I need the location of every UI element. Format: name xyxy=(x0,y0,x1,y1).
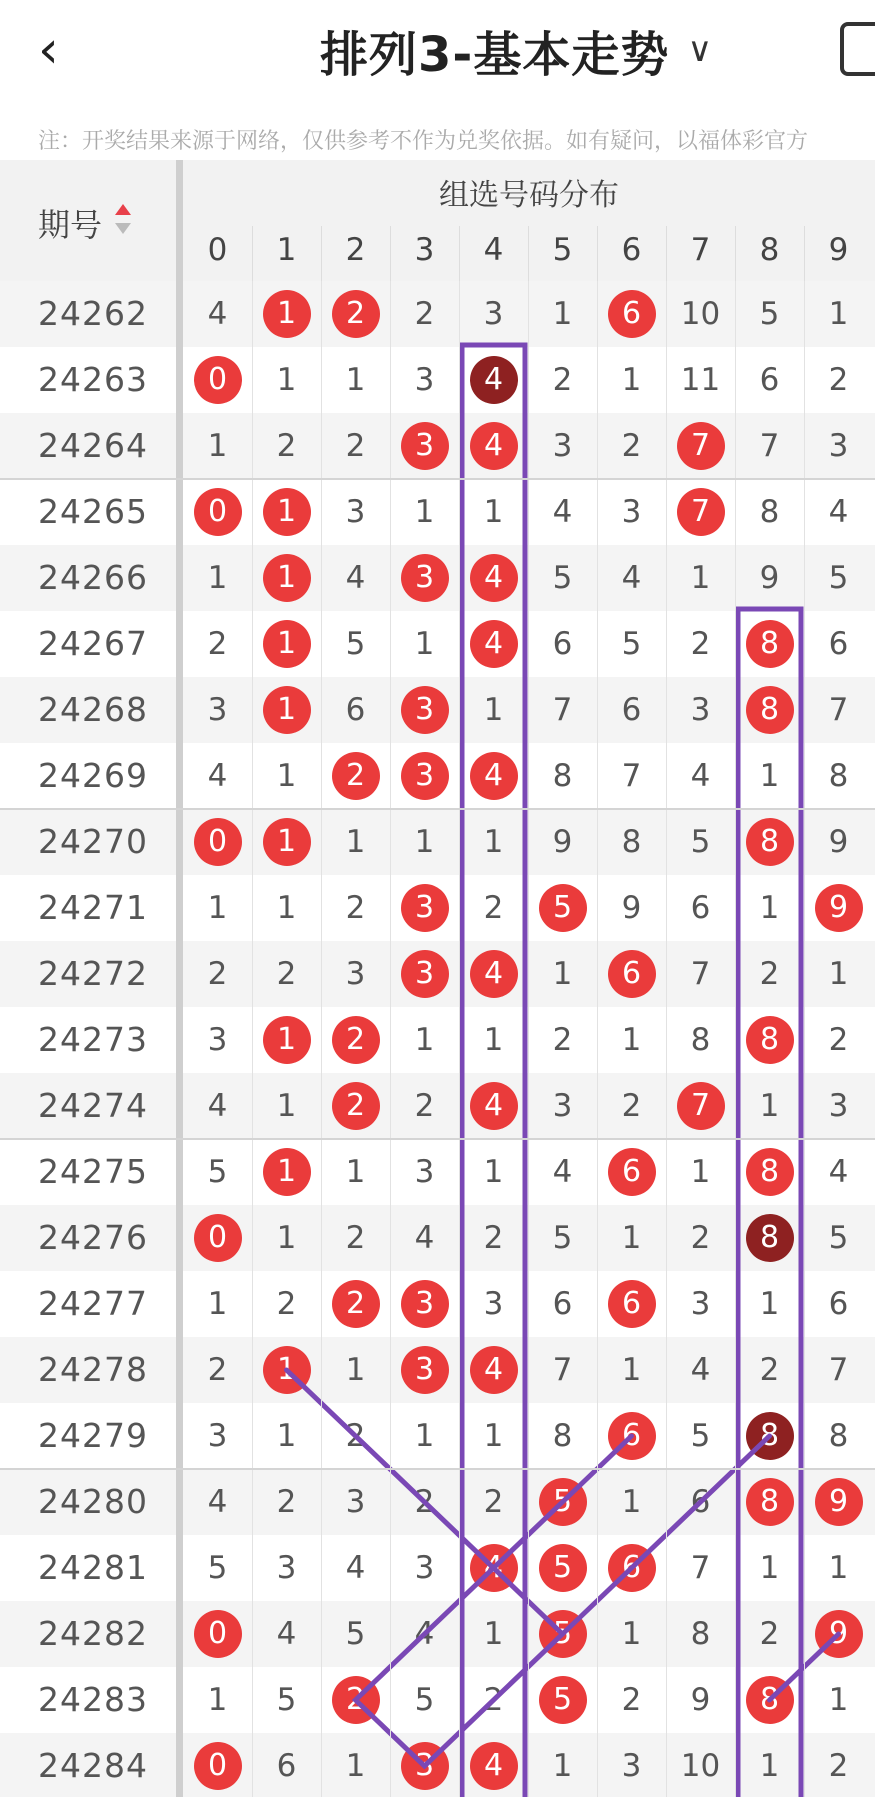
omission-count: 1 xyxy=(759,890,780,926)
omission-count: 1 xyxy=(414,494,435,530)
omission-count: 1 xyxy=(759,1550,780,1586)
hit-ball-0: 0 xyxy=(194,1214,242,1262)
omission-count: 1 xyxy=(414,1022,435,1058)
top-bar xyxy=(0,0,875,100)
omission-count: 1 xyxy=(207,890,228,926)
hit-ball-8: 8 xyxy=(746,818,794,866)
issue-header-label: 期号 xyxy=(38,206,103,244)
omission-count: 2 xyxy=(828,362,849,398)
omission-count: 5 xyxy=(690,1418,711,1454)
omission-count: 2 xyxy=(483,1220,504,1256)
hit-ball-6: 6 xyxy=(608,1280,656,1328)
omission-count: 4 xyxy=(690,1352,711,1388)
omission-count: 2 xyxy=(345,1220,366,1256)
omission-count: 1 xyxy=(552,296,573,332)
hit-ball-5: 5 xyxy=(539,1478,587,1526)
omission-count: 6 xyxy=(690,1484,711,1520)
highlight-column-4 xyxy=(462,345,525,1797)
hit-ball-7: 7 xyxy=(677,422,725,470)
omission-count: 1 xyxy=(207,560,228,596)
omission-count: 2 xyxy=(345,1418,366,1454)
omission-count: 3 xyxy=(345,494,366,530)
hit-ball-8: 8 xyxy=(746,1412,794,1460)
hit-ball-1: 1 xyxy=(263,1016,311,1064)
omission-count: 2 xyxy=(552,362,573,398)
omission-count: 3 xyxy=(414,1550,435,1586)
omission-count: 1 xyxy=(345,1748,366,1784)
omission-count: 1 xyxy=(621,1616,642,1652)
omission-count: 1 xyxy=(207,1286,228,1322)
omission-count: 4 xyxy=(414,1220,435,1256)
omission-count: 4 xyxy=(828,1154,849,1190)
grid-line xyxy=(252,281,253,1797)
omission-count: 2 xyxy=(345,890,366,926)
omission-count: 3 xyxy=(483,296,504,332)
omission-count: 1 xyxy=(207,1682,228,1718)
hit-ball-2: 2 xyxy=(332,1016,380,1064)
hit-ball-4: 4 xyxy=(470,1082,518,1130)
hit-ball-2: 2 xyxy=(332,1082,380,1130)
hit-ball-3: 3 xyxy=(401,752,449,800)
omission-count: 4 xyxy=(552,1154,573,1190)
omission-count: 8 xyxy=(552,758,573,794)
omission-count: 6 xyxy=(345,692,366,728)
omission-count: 4 xyxy=(621,560,642,596)
omission-count: 2 xyxy=(552,1022,573,1058)
hit-ball-3: 3 xyxy=(401,686,449,734)
issue-number: 24268 xyxy=(38,690,148,729)
omission-count: 3 xyxy=(345,956,366,992)
omission-count: 5 xyxy=(690,824,711,860)
omission-count: 2 xyxy=(345,428,366,464)
grid-line xyxy=(597,281,598,1797)
back-button[interactable] xyxy=(38,20,88,80)
hit-ball-0: 0 xyxy=(194,488,242,536)
omission-count: 1 xyxy=(276,362,297,398)
omission-count: 1 xyxy=(552,956,573,992)
omission-count: 4 xyxy=(207,1088,228,1124)
hit-ball-3: 3 xyxy=(401,422,449,470)
issue-number: 24265 xyxy=(38,492,148,531)
omission-count: 3 xyxy=(621,494,642,530)
omission-count: 7 xyxy=(552,692,573,728)
hit-ball-3: 3 xyxy=(401,1742,449,1790)
omission-count: 8 xyxy=(690,1022,711,1058)
omission-count: 3 xyxy=(690,692,711,728)
omission-count: 10 xyxy=(680,1748,721,1784)
hit-ball-1: 1 xyxy=(263,620,311,668)
omission-count: 11 xyxy=(680,362,721,398)
digit-header-8: 8 xyxy=(759,232,780,268)
omission-count: 1 xyxy=(690,560,711,596)
omission-count: 1 xyxy=(414,626,435,662)
issue-number: 24269 xyxy=(38,756,148,795)
hit-ball-1: 1 xyxy=(263,554,311,602)
omission-count: 1 xyxy=(276,1418,297,1454)
omission-count: 5 xyxy=(345,1616,366,1652)
hit-ball-2: 2 xyxy=(332,1676,380,1724)
omission-count: 1 xyxy=(483,1022,504,1058)
omission-count: 3 xyxy=(414,1154,435,1190)
omission-count: 6 xyxy=(828,626,849,662)
omission-count: 3 xyxy=(552,1088,573,1124)
omission-count: 7 xyxy=(621,758,642,794)
hit-ball-3: 3 xyxy=(401,1346,449,1394)
hit-ball-0: 0 xyxy=(194,356,242,404)
omission-count: 4 xyxy=(414,1616,435,1652)
omission-count: 1 xyxy=(483,1154,504,1190)
omission-count: 3 xyxy=(552,428,573,464)
digit-header-3: 3 xyxy=(414,232,435,268)
omission-count: 1 xyxy=(828,1550,849,1586)
omission-count: 2 xyxy=(690,1220,711,1256)
hit-ball-6: 6 xyxy=(608,1544,656,1592)
omission-count: 9 xyxy=(828,824,849,860)
trend-lines-overlay xyxy=(0,160,875,1797)
issue-number: 24263 xyxy=(38,360,148,399)
omission-count: 1 xyxy=(828,956,849,992)
hit-ball-1: 1 xyxy=(263,686,311,734)
issue-number: 24277 xyxy=(38,1284,148,1323)
hit-ball-5: 5 xyxy=(539,884,587,932)
hit-ball-4: 4 xyxy=(470,1544,518,1592)
hit-ball-8: 8 xyxy=(746,1676,794,1724)
omission-count: 2 xyxy=(621,1682,642,1718)
highlight-column-8 xyxy=(738,609,801,1797)
digit-header-5: 5 xyxy=(552,232,573,268)
hit-ball-8: 8 xyxy=(746,620,794,668)
omission-count: 1 xyxy=(621,1220,642,1256)
group-separator xyxy=(0,1468,875,1470)
hit-ball-8: 8 xyxy=(746,1478,794,1526)
omission-count: 3 xyxy=(207,692,228,728)
hit-ball-3: 3 xyxy=(401,554,449,602)
hit-ball-3: 3 xyxy=(401,950,449,998)
trend-table xyxy=(0,160,875,1797)
omission-count: 1 xyxy=(483,824,504,860)
issue-number: 24264 xyxy=(38,426,148,465)
omission-count: 5 xyxy=(828,1220,849,1256)
omission-count: 8 xyxy=(828,1418,849,1454)
issue-number: 24280 xyxy=(38,1482,148,1521)
omission-count: 2 xyxy=(414,296,435,332)
hit-ball-3: 3 xyxy=(401,884,449,932)
hit-ball-1: 1 xyxy=(263,290,311,338)
omission-count: 5 xyxy=(414,1682,435,1718)
hit-ball-8: 8 xyxy=(746,1148,794,1196)
issue-number: 24282 xyxy=(38,1614,148,1653)
hit-ball-4: 4 xyxy=(470,950,518,998)
issue-number: 24283 xyxy=(38,1680,148,1719)
hit-ball-5: 5 xyxy=(539,1676,587,1724)
hit-ball-6: 6 xyxy=(608,950,656,998)
omission-count: 4 xyxy=(345,560,366,596)
issue-number: 24270 xyxy=(38,822,148,861)
hit-ball-4: 4 xyxy=(470,620,518,668)
omission-count: 2 xyxy=(759,1352,780,1388)
omission-count: 3 xyxy=(621,1748,642,1784)
omission-count: 4 xyxy=(552,494,573,530)
omission-count: 5 xyxy=(759,296,780,332)
omission-count: 3 xyxy=(414,362,435,398)
omission-count: 1 xyxy=(828,296,849,332)
omission-count: 6 xyxy=(552,626,573,662)
omission-count: 9 xyxy=(759,560,780,596)
omission-count: 6 xyxy=(276,1748,297,1784)
omission-count: 1 xyxy=(483,1418,504,1454)
hit-ball-2: 2 xyxy=(332,1280,380,1328)
omission-count: 7 xyxy=(552,1352,573,1388)
omission-count: 8 xyxy=(759,494,780,530)
omission-count: 7 xyxy=(759,428,780,464)
hit-ball-9: 9 xyxy=(815,1610,863,1658)
issue-number: 24266 xyxy=(38,558,148,597)
hit-ball-1: 1 xyxy=(263,1346,311,1394)
chevron-down-icon: ∨ xyxy=(687,30,713,70)
omission-count: 2 xyxy=(621,1088,642,1124)
omission-count: 1 xyxy=(207,428,228,464)
digit-header-2: 2 xyxy=(345,232,366,268)
omission-count: 1 xyxy=(483,692,504,728)
omission-count: 2 xyxy=(207,956,228,992)
group-header-label: 组选号码分布 xyxy=(439,178,619,213)
omission-count: 2 xyxy=(276,1286,297,1322)
omission-count: 1 xyxy=(828,1682,849,1718)
omission-count: 3 xyxy=(345,1484,366,1520)
omission-count: 3 xyxy=(828,1088,849,1124)
hit-ball-4: 4 xyxy=(470,356,518,404)
omission-count: 1 xyxy=(552,1748,573,1784)
digit-header-4: 4 xyxy=(483,232,504,268)
omission-count: 1 xyxy=(759,1088,780,1124)
digit-header-6: 6 xyxy=(621,232,642,268)
omission-count: 1 xyxy=(483,494,504,530)
omission-count: 4 xyxy=(207,1484,228,1520)
digit-header-0: 0 xyxy=(207,232,228,268)
hit-ball-2: 2 xyxy=(332,752,380,800)
hit-ball-1: 1 xyxy=(263,488,311,536)
hit-ball-0: 0 xyxy=(194,1610,242,1658)
hit-ball-4: 4 xyxy=(470,752,518,800)
omission-count: 7 xyxy=(690,956,711,992)
hit-ball-8: 8 xyxy=(746,1016,794,1064)
hit-ball-6: 6 xyxy=(608,1148,656,1196)
issue-number: 24273 xyxy=(38,1020,148,1059)
grid-line xyxy=(390,281,391,1797)
omission-count: 1 xyxy=(345,362,366,398)
omission-count: 10 xyxy=(680,296,721,332)
digit-header-1: 1 xyxy=(276,232,297,268)
omission-count: 2 xyxy=(276,428,297,464)
omission-count: 7 xyxy=(828,1352,849,1388)
issue-number: 24267 xyxy=(38,624,148,663)
omission-count: 6 xyxy=(759,362,780,398)
hit-ball-1: 1 xyxy=(263,1148,311,1196)
omission-count: 2 xyxy=(414,1088,435,1124)
omission-count: 4 xyxy=(207,296,228,332)
grid-line xyxy=(735,281,736,1797)
hit-ball-6: 6 xyxy=(608,290,656,338)
omission-count: 4 xyxy=(828,494,849,530)
group-separator xyxy=(0,1138,875,1140)
omission-count: 1 xyxy=(759,758,780,794)
omission-count: 1 xyxy=(759,1286,780,1322)
omission-count: 1 xyxy=(276,890,297,926)
omission-count: 8 xyxy=(828,758,849,794)
hit-ball-3: 3 xyxy=(401,1280,449,1328)
grid-line xyxy=(321,281,322,1797)
omission-count: 2 xyxy=(483,890,504,926)
issue-number: 24275 xyxy=(38,1152,148,1191)
hit-ball-7: 7 xyxy=(677,1082,725,1130)
issue-number: 24276 xyxy=(38,1218,148,1257)
hit-ball-2: 2 xyxy=(332,290,380,338)
omission-count: 1 xyxy=(276,1220,297,1256)
omission-count: 5 xyxy=(552,560,573,596)
digit-header-9: 9 xyxy=(828,232,849,268)
digit-header-7: 7 xyxy=(690,232,711,268)
omission-count: 1 xyxy=(345,1154,366,1190)
omission-count: 4 xyxy=(276,1616,297,1652)
omission-count: 2 xyxy=(483,1484,504,1520)
omission-count: 2 xyxy=(828,1022,849,1058)
omission-count: 1 xyxy=(414,1418,435,1454)
omission-count: 5 xyxy=(828,560,849,596)
omission-count: 5 xyxy=(345,626,366,662)
omission-count: 3 xyxy=(207,1418,228,1454)
omission-count: 2 xyxy=(621,428,642,464)
grid-line xyxy=(804,281,805,1797)
grid-line xyxy=(666,281,667,1797)
omission-count: 5 xyxy=(552,1220,573,1256)
hit-ball-4: 4 xyxy=(470,422,518,470)
hit-ball-8: 8 xyxy=(746,1214,794,1262)
omission-count: 2 xyxy=(483,1682,504,1718)
omission-count: 1 xyxy=(621,1484,642,1520)
omission-count: 1 xyxy=(621,362,642,398)
page-title: 排列3-基本走势 xyxy=(320,26,670,83)
disclaimer-notice: 注：开奖结果来源于网络，仅供参考不作为兑奖依据。如有疑问，以福体彩官方 xyxy=(38,129,809,154)
omission-count: 6 xyxy=(690,890,711,926)
title-dropdown[interactable] xyxy=(320,18,712,82)
hit-ball-7: 7 xyxy=(677,488,725,536)
trend-line xyxy=(287,1370,563,1634)
issue-number: 24274 xyxy=(38,1086,148,1125)
omission-count: 7 xyxy=(690,1550,711,1586)
omission-count: 5 xyxy=(276,1682,297,1718)
omission-count: 9 xyxy=(621,890,642,926)
issue-number: 24272 xyxy=(38,954,148,993)
hit-ball-5: 5 xyxy=(539,1610,587,1658)
omission-count: 3 xyxy=(690,1286,711,1322)
issue-number: 24278 xyxy=(38,1350,148,1389)
omission-count: 4 xyxy=(345,1550,366,1586)
hit-ball-9: 9 xyxy=(815,1478,863,1526)
omission-count: 9 xyxy=(690,1682,711,1718)
omission-count: 6 xyxy=(828,1286,849,1322)
hit-ball-0: 0 xyxy=(194,818,242,866)
omission-count: 2 xyxy=(690,626,711,662)
hit-ball-8: 8 xyxy=(746,686,794,734)
omission-count: 5 xyxy=(207,1154,228,1190)
omission-count: 6 xyxy=(621,692,642,728)
omission-count: 1 xyxy=(276,1088,297,1124)
omission-count: 1 xyxy=(345,824,366,860)
group-separator xyxy=(0,478,875,480)
omission-count: 1 xyxy=(621,1352,642,1388)
grid-line xyxy=(459,281,460,1797)
omission-count: 5 xyxy=(621,626,642,662)
issue-number: 24281 xyxy=(38,1548,148,1587)
hit-ball-4: 4 xyxy=(470,1346,518,1394)
group-separator xyxy=(0,808,875,810)
omission-count: 8 xyxy=(552,1418,573,1454)
omission-count: 7 xyxy=(828,692,849,728)
omission-count: 3 xyxy=(483,1286,504,1322)
hit-ball-1: 1 xyxy=(263,818,311,866)
omission-count: 1 xyxy=(621,1022,642,1058)
omission-count: 2 xyxy=(276,956,297,992)
omission-count: 3 xyxy=(276,1550,297,1586)
hit-ball-6: 6 xyxy=(608,1412,656,1460)
issue-number: 24271 xyxy=(38,888,148,927)
omission-count: 2 xyxy=(207,626,228,662)
omission-count: 1 xyxy=(483,1616,504,1652)
hit-ball-4: 4 xyxy=(470,554,518,602)
omission-count: 2 xyxy=(759,956,780,992)
omission-count: 3 xyxy=(828,428,849,464)
omission-count: 4 xyxy=(690,758,711,794)
omission-count: 2 xyxy=(828,1748,849,1784)
trend-line xyxy=(356,1436,770,1766)
omission-count: 2 xyxy=(276,1484,297,1520)
omission-count: 5 xyxy=(207,1550,228,1586)
issue-number: 24284 xyxy=(38,1746,148,1785)
omission-count: 9 xyxy=(552,824,573,860)
omission-count: 2 xyxy=(414,1484,435,1520)
hit-ball-5: 5 xyxy=(539,1544,587,1592)
chevron-left-icon: ‹ xyxy=(38,20,59,80)
omission-count: 1 xyxy=(345,1352,366,1388)
omission-count: 2 xyxy=(759,1616,780,1652)
issue-number: 24279 xyxy=(38,1416,148,1455)
omission-count: 1 xyxy=(414,824,435,860)
omission-count: 6 xyxy=(552,1286,573,1322)
omission-count: 8 xyxy=(621,824,642,860)
omission-count: 1 xyxy=(759,1748,780,1784)
issue-number: 24262 xyxy=(38,294,148,333)
hit-ball-0: 0 xyxy=(194,1742,242,1790)
omission-count: 3 xyxy=(207,1022,228,1058)
omission-count: 1 xyxy=(276,758,297,794)
omission-count: 2 xyxy=(207,1352,228,1388)
hit-ball-4: 4 xyxy=(470,1742,518,1790)
omission-count: 1 xyxy=(690,1154,711,1190)
hit-ball-9: 9 xyxy=(815,884,863,932)
grid-line xyxy=(528,281,529,1797)
omission-count: 8 xyxy=(690,1616,711,1652)
omission-count: 4 xyxy=(207,758,228,794)
edit-button[interactable] xyxy=(840,22,875,76)
